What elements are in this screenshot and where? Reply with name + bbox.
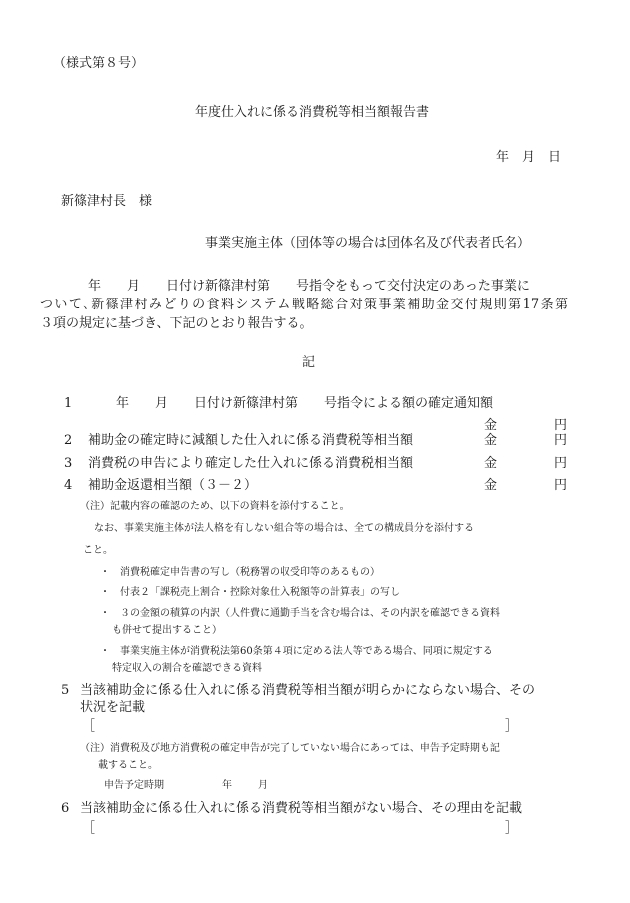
item-2-kin: 金 [484,433,498,448]
item-4-en: 円 [554,478,568,493]
item-3-en: 円 [554,456,568,471]
item-6-number: 6 [61,801,70,816]
item-3-text: 消費税の申告により確定した仕入れに係る消費税相当額 [88,456,414,471]
item-1-text: 年 月 日付け新篠津村第 号指令による額の確定通知額 [116,396,494,411]
item-4-text: 補助金返還相当額（３－２） [88,478,258,493]
item-1-number: 1 [64,396,73,411]
item-5-line-2: 状況を記載 [80,700,146,715]
schedule-year: 年 [222,780,232,791]
bullet-3-text-cont: も併せて提出すること） [112,625,222,636]
item-6-line-1: 当該補助金に係る仕入れに係る消費税等相当額がない場合、その理由を記載 [80,801,523,816]
note-2-line-2: 載すること。 [98,760,158,771]
bullet-4-mark: ・ [100,646,110,657]
ki-label: 記 [302,355,316,370]
item-4-kin: 金 [484,478,498,493]
bullet-3-mark: ・ [100,608,110,619]
date-line: 年 月 日 [496,150,562,165]
schedule-label: 申告予定時期 [104,780,164,791]
bullet-1-mark: ・ [100,567,110,578]
item-5-bracket-open: ［ [82,719,96,734]
item-1-kin: 金 [484,418,498,433]
item-5-number: 5 [61,683,70,698]
item-3-number: 3 [64,456,73,471]
item-2-text: 補助金の確定時に減額した仕入れに係る消費税等相当額 [88,433,414,448]
bullet-3-text: ３の金額の積算の内訳（人件費に通勤手当を含む場合は、その内訳を確認できる資料 [120,608,500,619]
note-1-line-2: なお、事業実施主体が法人格を有しない組合等の場合は、全ての構成員分を添付する [94,523,474,534]
bullet-4-text-cont: 特定収入の割合を確認できる資料 [112,663,262,674]
body-line-1: 年 月 日付け新篠津村第 号指令をもって交付決定のあった事業に [88,279,530,294]
bullet-2-text: 付表２「課税売上割合・控除対象仕入税額等の計算表」の写し [120,587,400,598]
item-2-number: 2 [64,433,73,448]
body-line-2: ついて､新篠津村みどりの食料システム戦略総合対策事業補助金交付規則第17条第 [40,298,568,312]
item-4-number: 4 [64,478,73,493]
note-1-line-1: （注）記載内容の確認のため、以下の資料を添付すること。 [80,501,350,512]
form-number: （様式第８号） [53,56,145,71]
note-2-line-1: （注）消費税及び地方消費税の確定申告が完了していない場合にあっては、申告予定時期も記 [80,743,500,754]
bullet-2-mark: ・ [100,587,110,598]
body-line-3: ３項の規定に基づき、下記のとおり報告する。 [40,316,313,331]
item-1-en: 円 [554,418,568,433]
note-1-line-3: こと。 [83,545,113,556]
addressee: 新篠津村長 様 [61,194,153,209]
item-3-kin: 金 [484,456,498,471]
bullet-1-text: 消費税確定申告書の写し（税務署の収受印等のあるもの） [120,567,380,578]
document-title: 年度仕入れに係る消費税等相当額報告書 [195,105,430,120]
item-2-en: 円 [554,433,568,448]
item-6-bracket-close: ］ [505,821,519,836]
schedule-month: 月 [258,780,268,791]
sender-label: 事業実施主体（団体等の場合は団体名及び代表者氏名） [205,236,531,251]
item-5-line-1: 当該補助金に係る仕入れに係る消費税等相当額が明らかにならない場合、その [80,683,536,698]
item-6-bracket-open: ［ [82,821,96,836]
bullet-4-text: 事業実施主体が消費税法第60条第４項に定める法人等である場合、同項に規定する [120,646,493,657]
item-5-bracket-close: ］ [505,719,519,734]
